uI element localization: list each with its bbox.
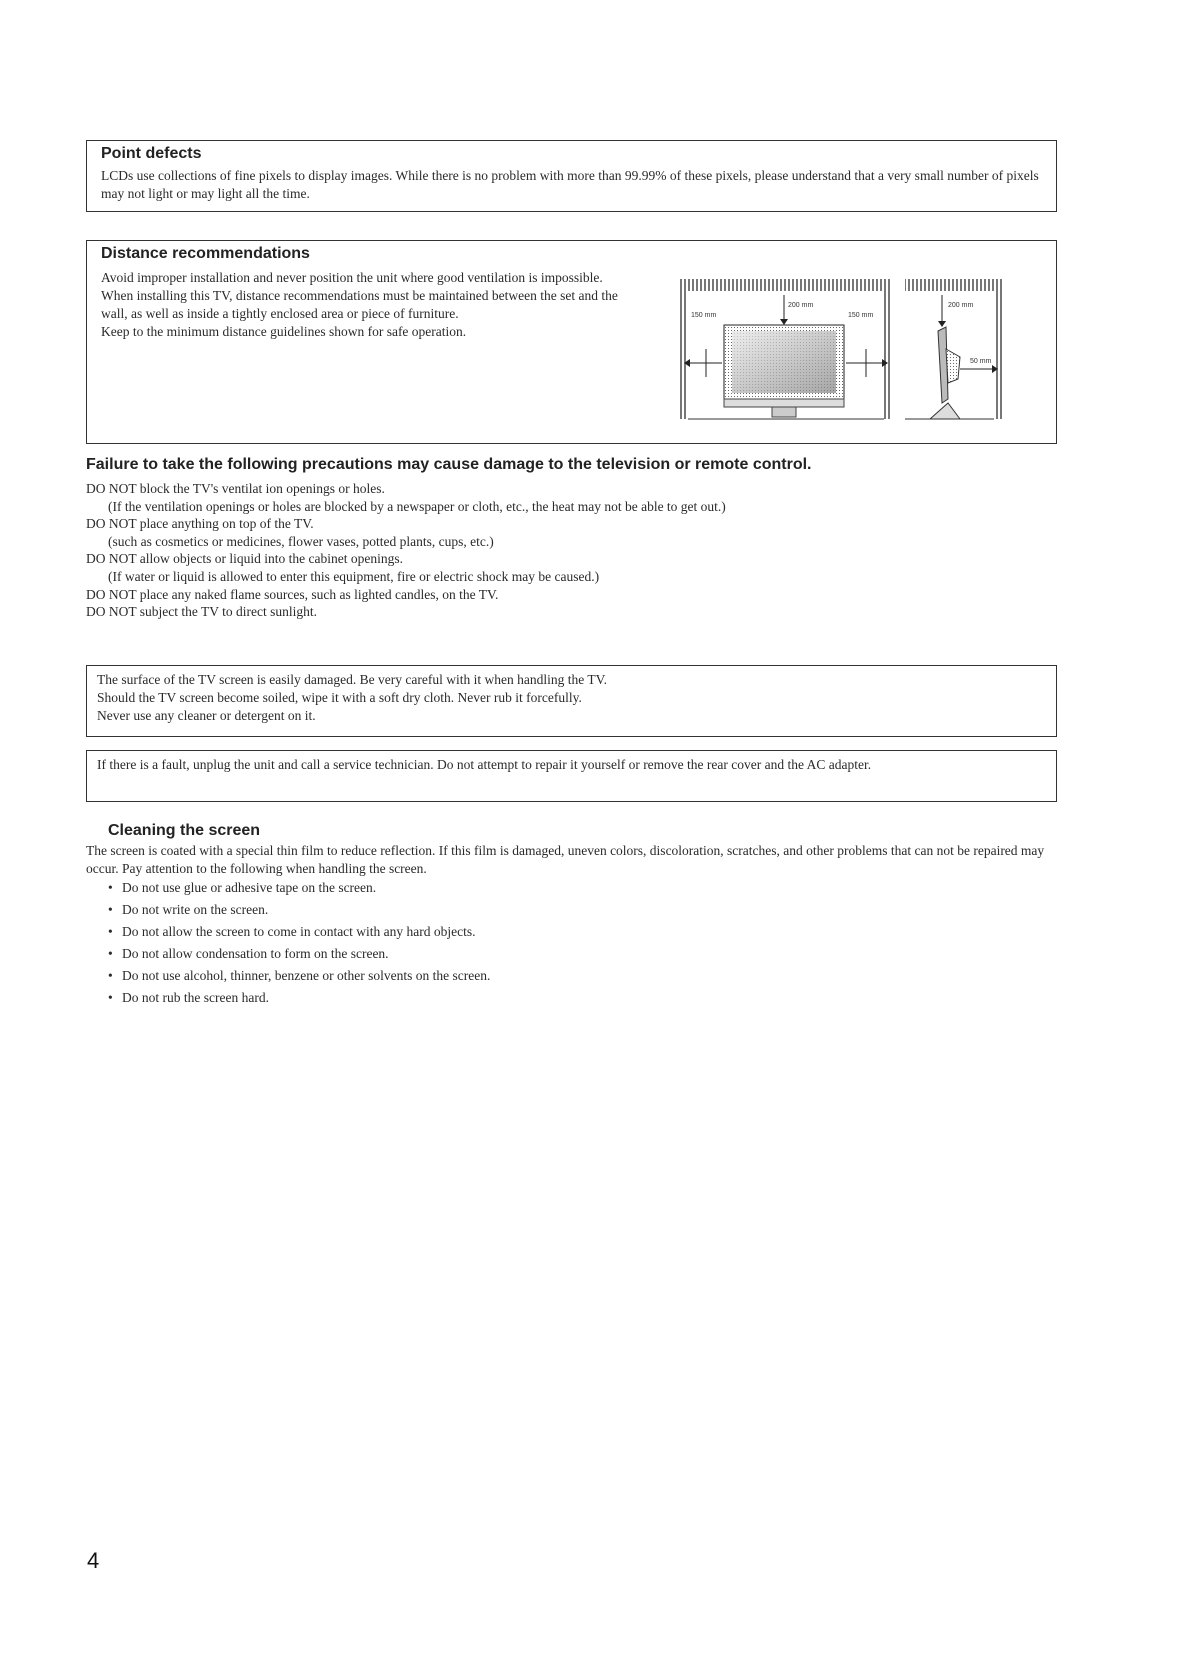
cleaning-title: Cleaning the screen xyxy=(108,822,261,839)
front-view xyxy=(680,279,892,419)
screen-surface-box xyxy=(86,665,1057,737)
point-defects-text: LCDs use collections of fine pixels to display images. While there is no problem with more than 99.99% of these pixels, please understand that a very small number of pixels may not light or may light all the time. xyxy=(101,168,1039,201)
surface-line: Should the TV screen become soiled, wipe it with a soft dry cloth. Never rub it forcefully. xyxy=(97,690,582,705)
surface-line: Never use any cleaner or detergent on it. xyxy=(97,708,316,723)
precaution-item: DO NOT place any naked flame sources, such as lighted candles, on the TV. xyxy=(86,586,499,602)
fault-text: If there is a fault, unplug the unit and call a service technician. Do not attempt to repair it yourself or remove the rear cover and the AC adapter. xyxy=(97,757,872,772)
bullet-text: Do not use glue or adhesive tape on the screen. xyxy=(122,880,377,896)
list-item: • Do not allow condensation to form on the screen. xyxy=(108,946,389,962)
point-defects-title: Point defects xyxy=(101,145,202,162)
distance-line: Keep to the minimum distance guidelines shown for safe operation. xyxy=(101,324,467,339)
distance-line: When installing this TV, distance recommendations must be maintained between the set and the wall, as well as inside a tightly enclosed area or piece of furniture. xyxy=(101,288,618,321)
precaution-item: DO NOT subject the TV to direct sunlight. xyxy=(86,604,317,620)
list-item: • Do not use alcohol, thinner, benzene or other solvents on the screen. xyxy=(108,968,491,984)
diagram-label-side-back: 50 mm xyxy=(970,358,992,365)
distance-line: Avoid improper installation and never position the unit where good ventilation is impossible. xyxy=(101,270,603,285)
precaution-note: (If water or liquid is allowed to enter this equipment, fire or electric shock may be caused.) xyxy=(108,568,600,584)
diagram-label-top: 200 mm xyxy=(788,302,814,309)
precaution-note: (If the ventilation openings or holes are blocked by a newspaper or cloth, etc., the heat may not be able to get out.) xyxy=(108,498,726,514)
cleaning-section xyxy=(86,822,1066,1009)
precautions-list xyxy=(86,480,1086,621)
cleaning-bullets xyxy=(86,877,1066,1009)
distance-diagram xyxy=(680,279,1025,434)
side-view xyxy=(905,279,1002,419)
precaution-item: DO NOT place anything on top of the TV. xyxy=(86,516,314,532)
surface-line: The surface of the TV screen is easily damaged. Be very careful with it when handling the TV. xyxy=(97,672,607,687)
cleaning-intro: The screen is coated with a special thin film to reduce reflection. If this film is damaged, uneven colors, discoloration, scratches, and other problems that can not be repaired may occur. Pay attention to the following when handling the screen. xyxy=(86,843,1045,876)
failure-heading: Failure to take the following precautions may cause damage to the television or remote control. xyxy=(86,456,812,473)
bullet-text: Do not write on the screen. xyxy=(122,902,269,918)
distance-title: Distance recommendations xyxy=(101,245,310,262)
page-number: 4 xyxy=(87,1548,100,1573)
diagram-label-side-top: 200 mm xyxy=(948,302,974,309)
diagram-label-right: 150 mm xyxy=(848,312,874,319)
precaution-note: (such as cosmetics or medicines, flower vases, potted plants, cups, etc.) xyxy=(108,533,494,549)
fault-box xyxy=(86,750,1057,802)
point-defects-box xyxy=(86,140,1057,212)
bullet-text: Do not allow condensation to form on the screen. xyxy=(122,946,389,962)
bullet-text: Do not rub the screen hard. xyxy=(122,990,269,1006)
distance-text xyxy=(101,269,641,341)
bullet-text: Do not use alcohol, thinner, benzene or other solvents on the screen. xyxy=(122,968,491,984)
precaution-item: DO NOT block the TV's ventilat ion openings or holes. xyxy=(86,481,385,496)
precaution-item: DO NOT allow objects or liquid into the cabinet openings. xyxy=(86,551,403,567)
list-item: • Do not write on the screen. xyxy=(108,902,269,918)
list-item: • Do not rub the screen hard. xyxy=(108,990,269,1006)
list-item: • Do not use glue or adhesive tape on the screen. xyxy=(108,880,377,896)
list-item: • Do not allow the screen to come in contact with any hard objects. xyxy=(108,924,476,940)
distance-box xyxy=(86,240,1057,444)
diagram-label-left: 150 mm xyxy=(691,312,717,319)
bullet-text: Do not allow the screen to come in contact with any hard objects. xyxy=(122,924,476,940)
